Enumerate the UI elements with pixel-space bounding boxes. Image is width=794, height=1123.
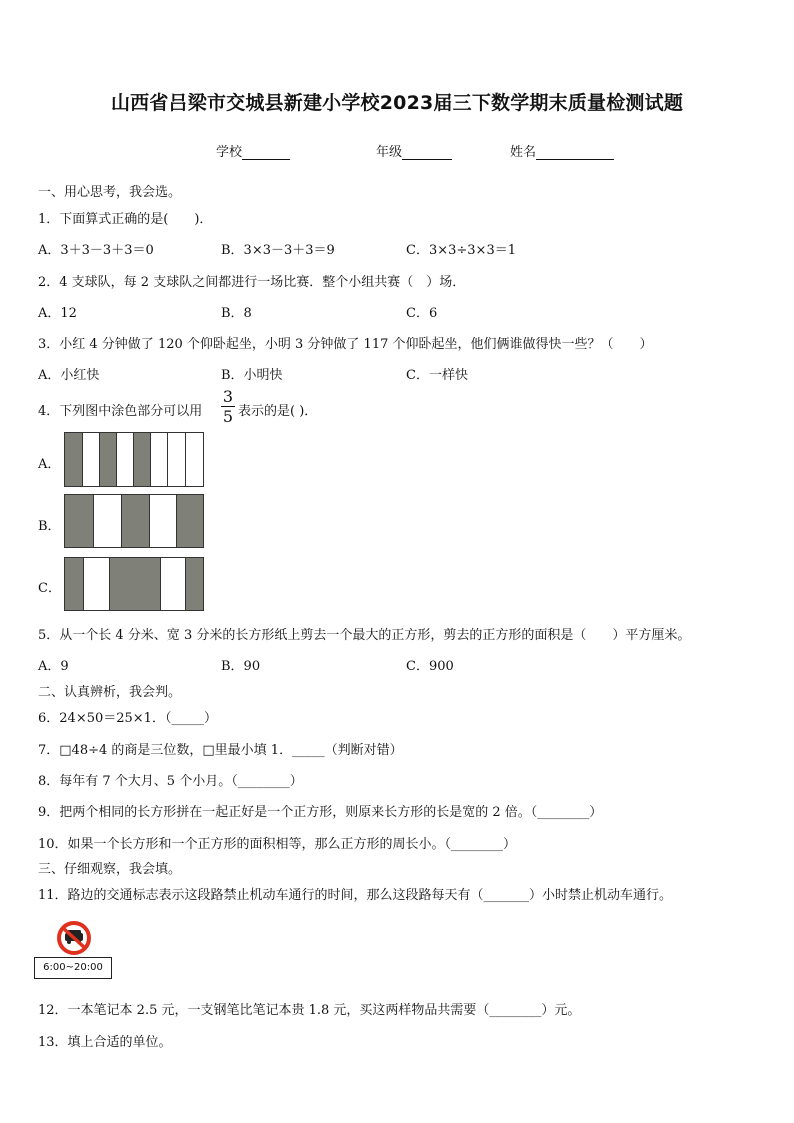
q5-option-c[interactable]: C．900 (406, 659, 454, 674)
q13-stem: 13．填上合适的单位。 (38, 1035, 172, 1050)
q8-stem: 8．每年有 7 个大月、5 个小月。（________） (38, 774, 303, 789)
q9-stem: 9．把两个相同的长方形拼在一起正好是一个正方形，则原来长方形的长是宽的 2 倍。（________） (38, 805, 603, 820)
name-label: 姓名 (510, 145, 537, 160)
q4-label-a[interactable]: A． (38, 457, 61, 472)
q3-option-c[interactable]: C．一样快 (406, 368, 468, 383)
strip (149, 495, 176, 547)
shaded-strip (65, 495, 93, 547)
q7-stem: 7．□48÷4 的商是三位数，□里最小填 1．_____（判断对错） (38, 743, 403, 758)
page-title: 山西省吕梁市交城县新建小学校2023届三下数学期末质量检测试题 (110, 92, 684, 114)
q4-label-b[interactable]: B． (38, 519, 61, 534)
q2-option-c[interactable]: C．6 (406, 306, 438, 321)
strip (150, 433, 167, 486)
q1-stem: 1．下面算式正确的是( )． (38, 212, 213, 227)
shaded-strip (185, 558, 203, 610)
q5-stem: 5．从一个长 4 分米、宽 3 分米的长方形纸上剪去一个最大的正方形，剪去的正方形的面积是（ ）平方厘米。 (38, 628, 691, 643)
q4-label-c[interactable]: C． (38, 581, 61, 596)
shaded-strip (99, 433, 116, 486)
strip (185, 433, 203, 486)
q3-option-a[interactable]: A．小红快 (38, 368, 100, 383)
q2-option-a[interactable]: A．12 (38, 306, 77, 321)
section-2-heading: 二、认真辨析，我会判。 (38, 685, 182, 700)
grade-blank[interactable] (402, 145, 452, 160)
shaded-strip (133, 433, 150, 486)
q11-stem: 11．路边的交通标志表示这段路禁止机动车通行的时间，那么这段路每天有（_______）小时禁止机动车通行。 (38, 888, 673, 903)
section-1-heading: 一、用心思考，我会选。 (38, 185, 182, 200)
name-blank[interactable] (536, 145, 614, 160)
name-field[interactable] (510, 141, 614, 160)
q4-figure-b[interactable] (64, 494, 204, 548)
grade-field[interactable] (376, 141, 452, 160)
q1-option-c[interactable]: C．3×3÷3×3＝1 (406, 243, 516, 258)
strip (116, 433, 133, 486)
strip (93, 495, 121, 547)
q2-stem: 2．4 支球队，每 2 支球队之间都进行一场比赛．整个小组共赛（ ）场． (38, 275, 466, 290)
sign-time-plate: 6:00~20:00 (34, 957, 112, 979)
fraction-denominator: 5 (222, 407, 234, 426)
school-label: 学校 (216, 145, 243, 160)
q3-stem: 3．小红 4 分钟做了 120 个仰卧起坐，小明 3 分钟做了 117 个仰卧起坐，他们俩谁做得快一些？（ ） (38, 337, 653, 352)
q4-figure-a[interactable] (64, 432, 204, 487)
strip (82, 433, 99, 486)
q5-option-b[interactable]: B．90 (221, 659, 261, 674)
q1-option-b[interactable]: B．3×3－3＋3＝9 (221, 243, 335, 258)
section-3-heading: 三、仔细观察，我会填。 (38, 862, 182, 877)
shaded-strip (65, 558, 83, 610)
grade-label: 年级 (376, 145, 403, 160)
q3-option-b[interactable]: B．小明快 (221, 368, 283, 383)
shaded-strip (109, 558, 160, 610)
no-motor-vehicle-sign-icon (52, 921, 96, 959)
q2-option-b[interactable]: B．8 (221, 306, 252, 321)
strip (167, 433, 185, 486)
q1-option-a[interactable]: A．3＋3－3＋3＝0 (38, 243, 154, 258)
shaded-strip (65, 433, 82, 486)
q4-stem-pre: 4．下列图中涂色部分可以用 (38, 404, 203, 419)
fraction-numerator: 3 (222, 387, 234, 406)
shaded-strip (121, 495, 149, 547)
q6-stem: 6．24×50＝25×1．（_____） (38, 711, 217, 726)
q10-stem: 10．如果一个长方形和一个正方形的面积相等，那么正方形的周长小。（________） (38, 837, 517, 852)
q4-stem-post: 表示的是( )． (238, 404, 318, 419)
shaded-strip (176, 495, 203, 547)
strip (160, 558, 185, 610)
q12-stem: 12．一本笔记本 2.5 元，一支钢笔比笔记本贵 1.8 元，买这两样物品共需要（________）元。 (38, 1003, 581, 1018)
strip (83, 558, 109, 610)
q4-figure-c[interactable] (64, 557, 204, 611)
school-blank[interactable] (242, 145, 290, 160)
q5-option-a[interactable]: A．9 (38, 659, 69, 674)
school-field[interactable] (216, 141, 290, 160)
fraction-three-fifths (220, 387, 236, 426)
